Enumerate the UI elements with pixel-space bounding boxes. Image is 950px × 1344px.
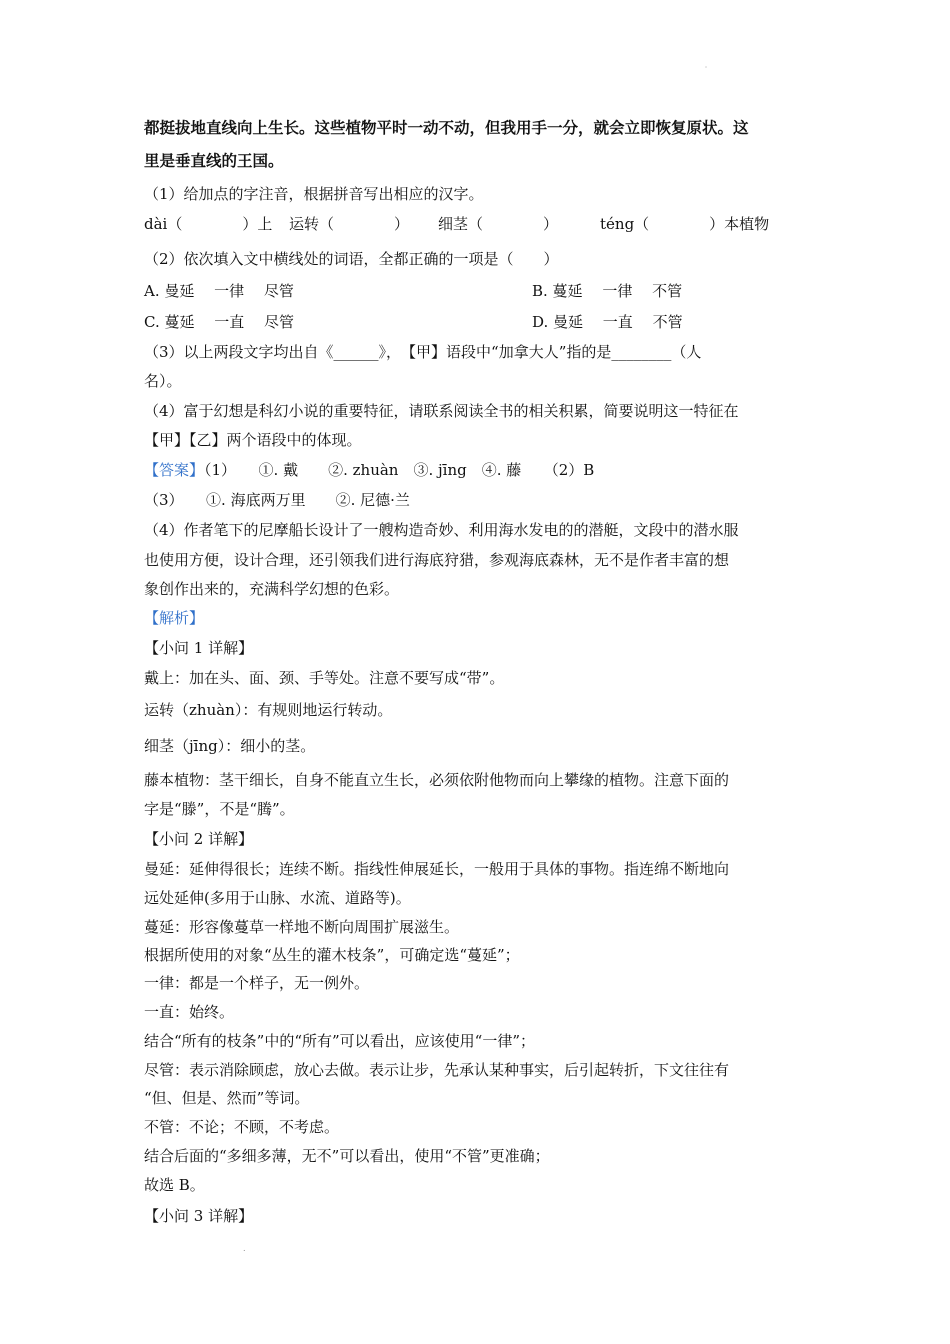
analysis-choose-buguan: 结合后面的“多细多薄，无不”可以看出，使用“不管”更准确；: [144, 1147, 550, 1165]
option-b: B. 蔓延 一律 不管: [532, 282, 683, 300]
option-a: A. 曼延 一律 尽管: [144, 282, 294, 300]
question-4-line-1: （4）富于幻想是科幻小说的重要特征，请联系阅读全书的相关积累，简要说明这一特征在: [144, 402, 739, 420]
question-1-prompt: （1）给加点的字注音，根据拼音写出相应的汉字。: [144, 185, 484, 203]
sub-question-2-heading: 【小问 2 详解】: [144, 830, 254, 848]
analysis-teng-line-2: 字是“滕”，不是“腾”。: [144, 800, 295, 818]
corner-mark: ˙: [704, 66, 708, 75]
option-d: D. 曼延 一直 不管: [532, 313, 683, 331]
sub-question-1-heading: 【小问 1 详解】: [144, 639, 254, 657]
answer-tag: 【答案】: [144, 461, 205, 479]
passage-line-2: 里是垂直线的王国。: [144, 152, 284, 170]
analysis-buguan: 不管：不论；不顾，不考虑。: [144, 1118, 340, 1136]
analysis-choose-yilv: 结合“所有的枝条”中的“所有”可以看出，应该使用“一律”；: [144, 1032, 536, 1050]
question-2-prompt: （2）依次填入文中横线处的词语，全都正确的一项是（ ）: [144, 250, 559, 268]
answer-q4-line-3: 象创作出来的，充满科学幻想的色彩。: [144, 580, 400, 598]
answer-q4-line-2: 也使用方便，设计合理，还引领我们进行海底狩猎，参观海底森林，无不是作者丰富的想: [144, 551, 730, 569]
option-c: C. 蔓延 一直 尽管: [144, 313, 295, 331]
question-3-line-1: （3）以上两段文字均出自《______》， 【甲】语段中“加拿大人”指的是________（人: [144, 343, 702, 361]
analysis-yizhi: 一直：始终。: [144, 1003, 235, 1021]
analysis-jinguan-line-2: “但、但是、然而”等词。: [144, 1089, 310, 1107]
answer-q4-line-1: （4）作者笔下的尼摩船长设计了一艘构造奇妙、利用海水发电的的潜艇，文段中的潜水服: [144, 521, 739, 539]
q1-item-xijing: 细茎（ ）: [438, 215, 559, 233]
q1-item-teng: téng（ ）本植物: [600, 215, 770, 233]
analysis-choose-b: 故选 B。: [144, 1176, 205, 1194]
analysis-dai: 戴上：加在头、面、颈、手等处。注意不要写成“带”。: [144, 669, 505, 687]
footer-mark: .: [243, 1244, 246, 1253]
q1-item-dai: dài（ ）上: [144, 215, 273, 233]
analysis-xijing: 细茎（jīng）：细小的茎。: [144, 737, 316, 755]
analysis-yunzhuan: 运转（zhuàn）：有规则地运行转动。: [144, 701, 393, 719]
analysis-teng-line-1: 藤本植物：茎干细长，自身不能直立生长，必须依附他物而向上攀缘的植物。注意下面的: [144, 771, 730, 789]
answer-q1-q2: （1） ①. 戴 ②. zhuàn ③. jīng ④. 藤 （2）B: [204, 461, 595, 479]
analysis-yilv: 一律：都是一个样子，无一例外。: [144, 974, 370, 992]
analysis-tag: 【解析】: [144, 609, 205, 627]
analysis-manyan-grass: 蔓延：形容像蔓草一样地不断向周围扩展滋生。: [144, 918, 460, 936]
question-4-line-2: 【甲】【乙】两个语段中的体现。: [144, 431, 362, 449]
analysis-jinguan-line-1: 尽管：表示消除顾虑，放心去做。表示让步，先承认某种事实，后引起转折，下文往往有: [144, 1061, 730, 1079]
sub-question-3-heading: 【小问 3 详解】: [144, 1207, 254, 1225]
question-3-line-2: 名）。: [144, 372, 182, 390]
analysis-manyan-line-2: 远处延伸(多用于山脉、水流、道路等)。: [144, 889, 411, 907]
q1-item-yunzhuan: 运转（ ）: [289, 215, 410, 233]
analysis-choose-manyan: 根据所使用的对象“丛生的灌木枝条”，可确定选“蔓延”；: [144, 946, 520, 964]
answer-line-2: （3） ①. 海底两万里 ②. 尼德·兰: [144, 491, 410, 509]
analysis-manyan-line-1: 曼延：延伸得很长；连续不断。指线性伸展延长，一般用于具体的事物。指连绵不断地向: [144, 860, 730, 878]
passage-line-1: 都挺拔地直线向上生长。这些植物平时一动不动，但我用手一分，就会立即恢复原状。这: [144, 119, 749, 137]
answer-line-1: [144, 460, 594, 480]
